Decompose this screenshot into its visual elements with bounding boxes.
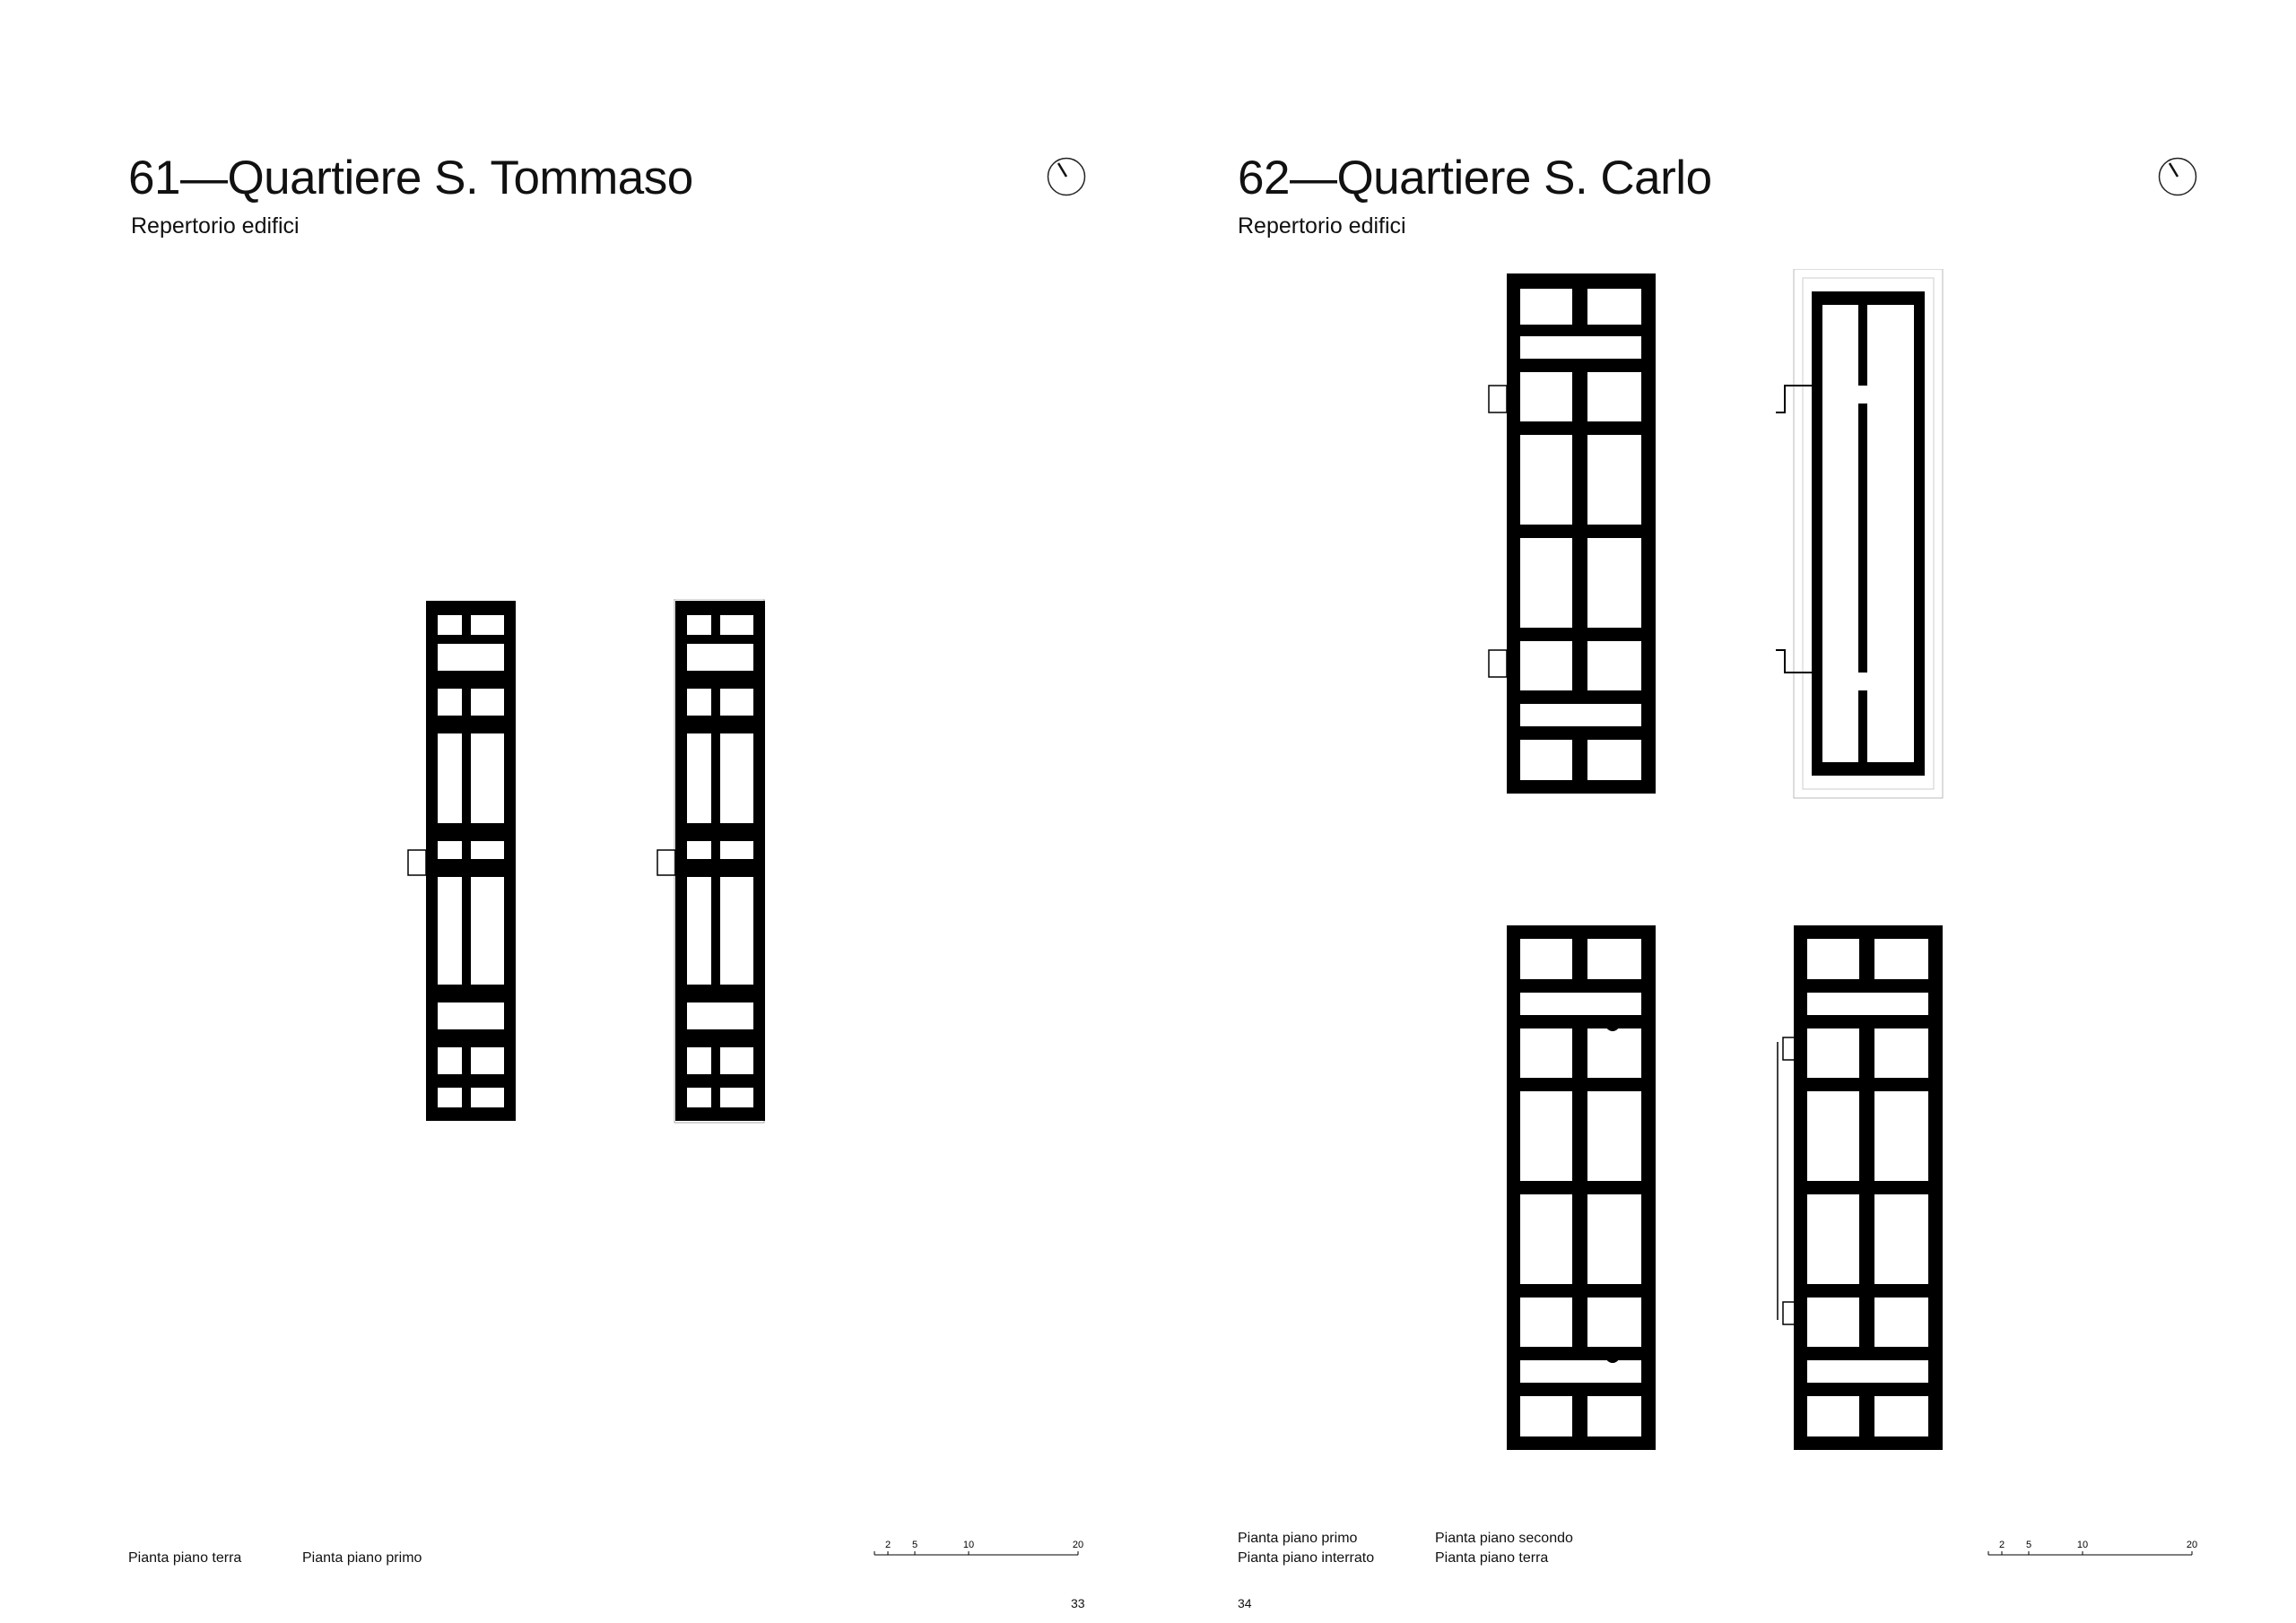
page-subtitle: Repertorio edifici <box>1238 213 1406 239</box>
scale-tick: 10 <box>2076 1540 2089 1550</box>
scale-tick: 5 <box>911 1540 918 1550</box>
floor-plan-ground-61 <box>404 599 538 1137</box>
page-number: 33 <box>1071 1596 1085 1610</box>
caption-first-floor: Pianta piano primo <box>1238 1531 1358 1546</box>
scale-tick: 2 <box>884 1540 891 1550</box>
page-subtitle: Repertorio edifici <box>131 213 300 239</box>
floor-plan-second-62 <box>1480 925 1659 1463</box>
page-number: 34 <box>1238 1596 1252 1610</box>
caption-first-floor: Pianta piano primo <box>302 1550 422 1566</box>
scale-bar <box>1984 1535 2208 1562</box>
north-arrow-icon <box>1047 157 1086 196</box>
page-title: 61—Quartiere S. Tommaso <box>128 152 693 204</box>
floor-plan-first-61 <box>653 599 787 1137</box>
scale-tick: 20 <box>2186 1540 2198 1550</box>
scale-tick: 2 <box>1998 1540 2005 1550</box>
floor-plan-first-62 <box>1480 269 1659 807</box>
caption-ground-floor: Pianta piano terra <box>128 1550 242 1566</box>
caption-second-floor: Pianta piano secondo <box>1435 1531 1573 1546</box>
scale-tick: 10 <box>962 1540 975 1550</box>
caption-basement: Pianta piano interrato <box>1238 1550 1375 1566</box>
floor-plan-basement-62 <box>1767 269 1946 807</box>
north-arrow-icon <box>2158 157 2197 196</box>
right-page <box>1148 0 2296 1623</box>
scale-bar <box>870 1535 1094 1562</box>
caption-ground-floor: Pianta piano terra <box>1435 1550 1549 1566</box>
scale-tick: 5 <box>2025 1540 2032 1550</box>
page-title: 62—Quartiere S. Carlo <box>1238 152 1712 204</box>
floor-plan-ground-62 <box>1767 925 1946 1463</box>
scale-tick: 20 <box>1072 1540 1084 1550</box>
